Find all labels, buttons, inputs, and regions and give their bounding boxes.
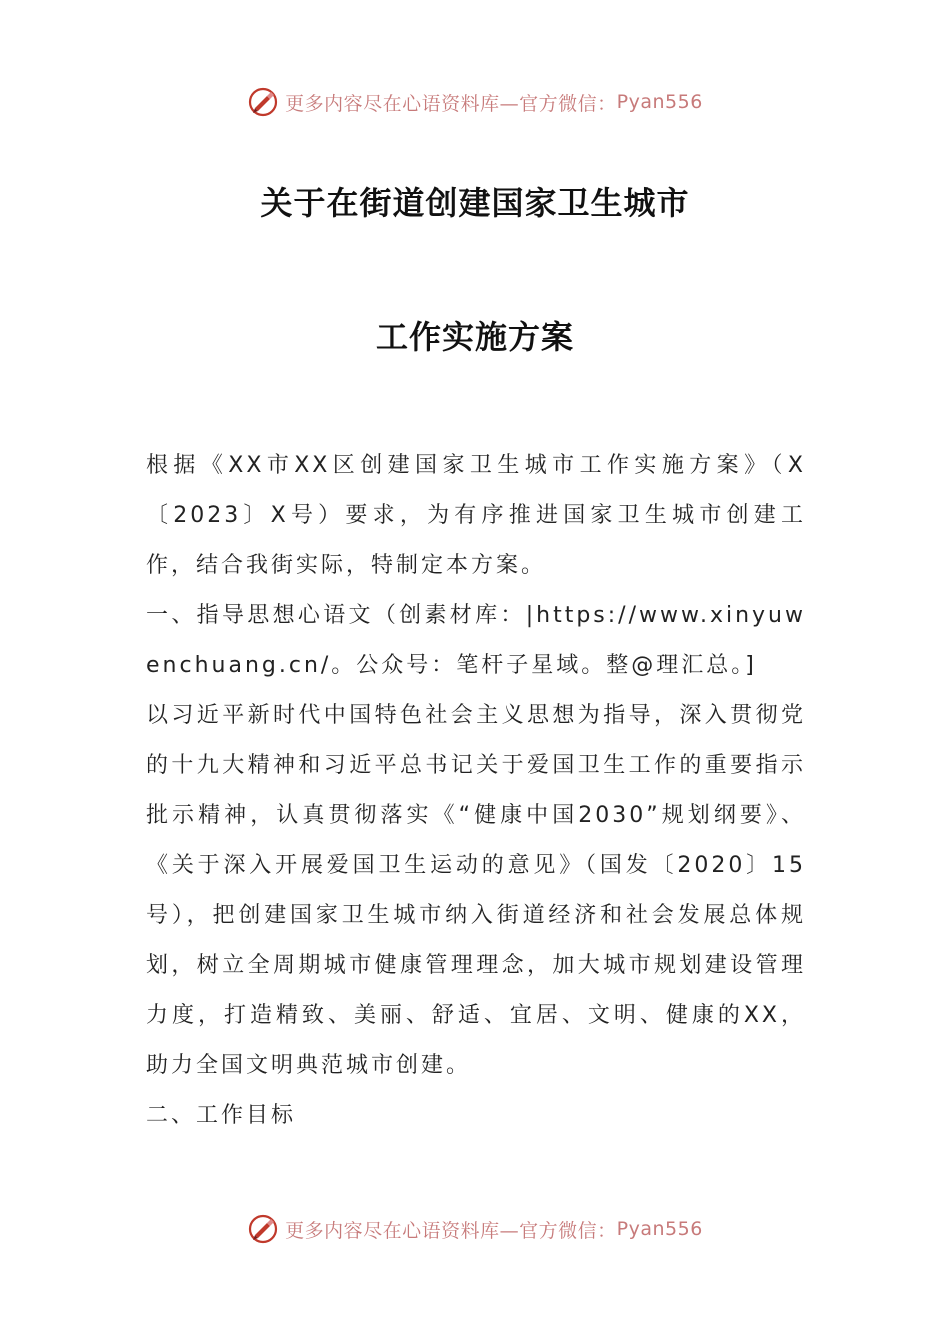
watermark-text: 更多内容尽在心语资料库—官方微信： (285, 92, 617, 115)
watermark-handle: Pyan556 (616, 91, 703, 113)
footer-watermark (0, 1209, 950, 1249)
watermark-text: 更多内容尽在心语资料库—官方微信： (285, 1219, 617, 1242)
paragraph-guiding-ideology: 以习近平新时代中国特色社会主义思想为指导，深入贯彻党的十九大精神和习近平总书记关于爱国卫生工作的重要指示批示精神，认真贯彻落实《“健康中国2030”规划纲要》、《关于深入开展爱国卫生运动的意见》（国发〔2020〕15号），把创建国家卫生城市纳入街道经济和社会发展总体规划，树立全周期城市健康管理理念，加大城市规划建设管理力度，打造精致、美丽、舒适、宜居、文明、健康的XX，助力全国文明典范城市创建。 (146, 703, 806, 1078)
section-heading-guiding-ideology: 一、指导思想心语文（创素材库：|https://www.xinyuwenchuang.cn/。公众号：笔杆子星域。整@理汇总。] (146, 603, 806, 678)
document-title-line1: 关于在街道创建国家卫生城市 (260, 184, 690, 222)
header-watermark (0, 82, 950, 122)
paragraph-intro: 根据《XX市XX区创建国家卫生城市工作实施方案》（X〔2023〕X号）要求，为有序推进国家卫生城市创建工作，结合我街实际，特制定本方案。 (146, 453, 806, 578)
document-title-line2: 工作实施方案 (375, 318, 574, 356)
pen-logo-icon (247, 86, 279, 118)
pen-logo-icon (247, 1213, 279, 1245)
section-heading-work-goals: 二、工作目标 (146, 1103, 297, 1128)
document-body (146, 441, 806, 1141)
watermark-handle: Pyan556 (616, 1218, 703, 1240)
